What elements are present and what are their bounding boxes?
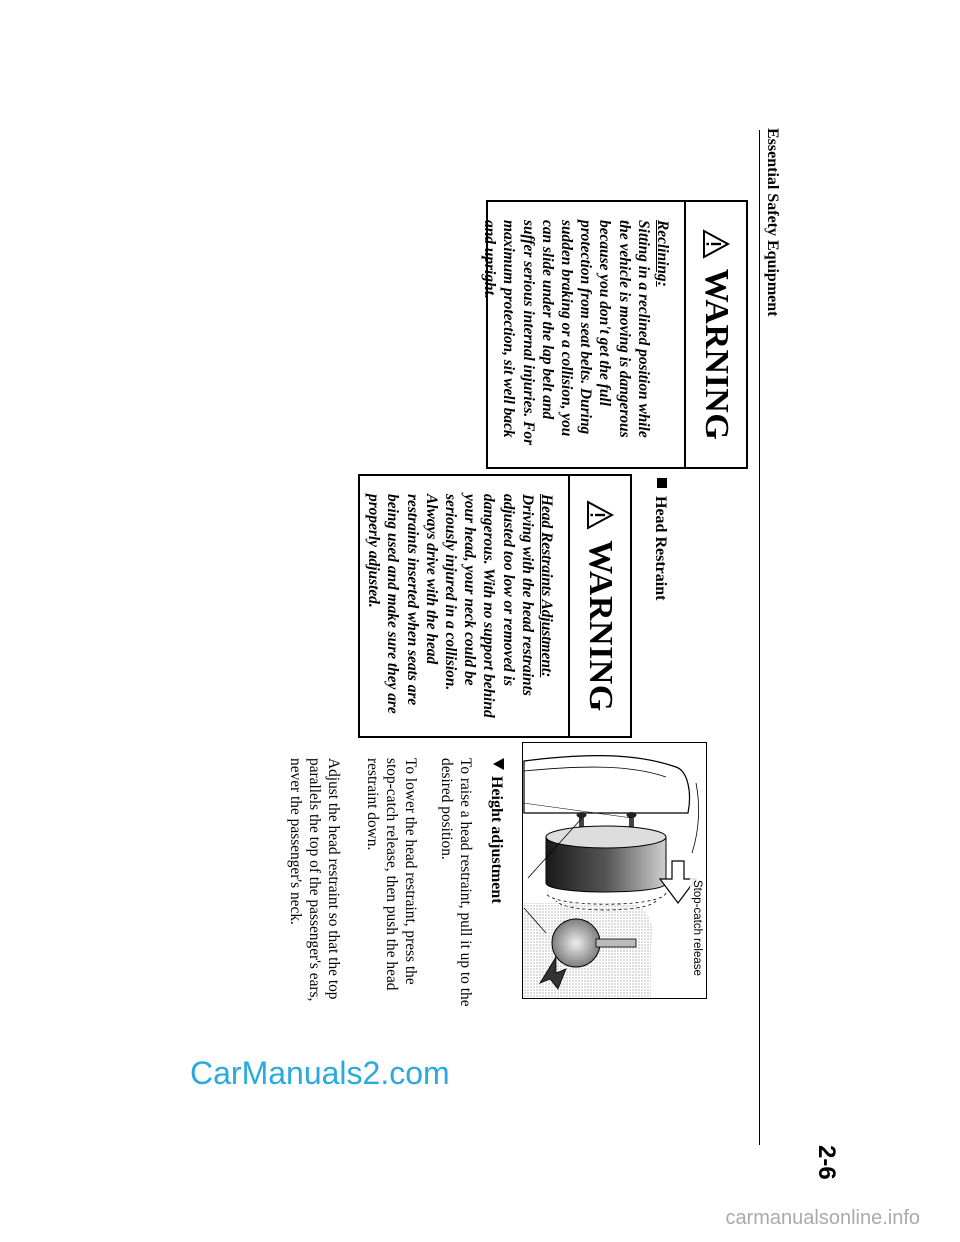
head-restraint-illustration [522,742,707,999]
paragraph-raise: To raise a head restraint, pull it up to the desired position. [438,758,474,1007]
warning-triangle-icon [702,229,730,259]
header-rule [759,130,760,1145]
warning-heading [568,476,630,736]
callout-label: Stop-catch release [691,880,703,976]
warning-title: Reclining: [654,220,671,287]
page-number: 2-6 [813,1145,840,1180]
paragraph-lower: To lower the head restraint, press the stop-catch release, then push the head restraint down. [364,758,419,991]
subsection-head-restraint [651,478,669,600]
warning-box-head-restraint [358,474,632,738]
triangle-bullet-icon [493,758,504,770]
subsection-label: Head Restraint [652,496,669,601]
warning-title: Head Restraints Adjustment: [538,494,555,678]
carmanuals-logo: CarManuals2.com [190,1055,450,1091]
head-restraint-drawing [523,743,706,998]
warning-heading [684,202,746,467]
warning-box-reclining [481,200,748,469]
paragraph-adjust: Adjust the head restraint so that the top parallels the top of the passenger's ears, never the passenger's neck. [287,758,342,1002]
warning-heading-text: WARNING [698,268,735,441]
warning-text: Sitting in a reclined position while the vehicle is moving is dangerous because you don't get the full protection from seat belts. During sudden braking or a collision, you can slide under the lap belt and suffer serious internal injuries. For maximum protection, sit well back and upright. [481,220,652,446]
warning-body [480,202,684,467]
warning-text: Driving with the head restraints adjusted too low or removed is dangerous. With no support behind your head, your neck could be seriously injured in a collision. Always drive with the head restraints inserted when seats are being used and make sure they are properly adjusted. [365,494,536,718]
square-bullet-icon [657,478,667,488]
watermark-text: carmanualsonline.info [725,1207,920,1229]
warning-body [364,476,568,736]
warning-triangle-icon [586,500,614,530]
section-header: Essential Safety Equipment [764,128,781,317]
subsubsection-height-adjustment [487,758,505,904]
subsubsection-label: Height adjustment [488,776,505,904]
warning-heading-text: WARNING [582,540,619,712]
